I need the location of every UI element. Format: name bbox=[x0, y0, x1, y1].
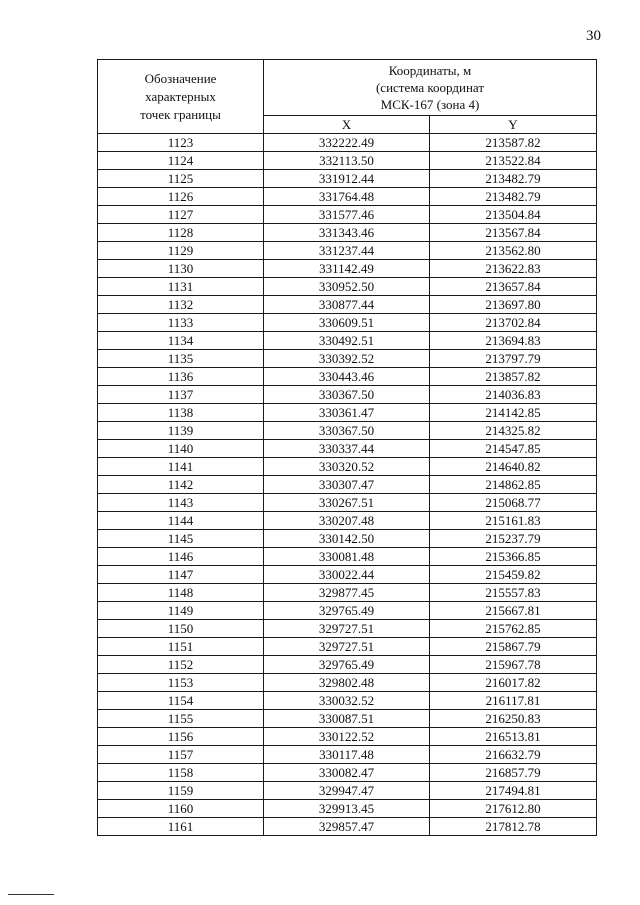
point-id-cell: 1136 bbox=[98, 368, 264, 386]
table-row bbox=[98, 224, 597, 242]
x-coordinate-cell: 330392.52 bbox=[264, 350, 430, 368]
y-coordinate-cell: 216632.79 bbox=[430, 746, 597, 764]
point-id-cell: 1131 bbox=[98, 278, 264, 296]
x-coordinate-cell: 329765.49 bbox=[264, 602, 430, 620]
y-coordinate-cell: 215557.83 bbox=[430, 584, 597, 602]
table-body bbox=[98, 134, 597, 836]
x-coordinate-cell: 330117.48 bbox=[264, 746, 430, 764]
point-id-cell: 1137 bbox=[98, 386, 264, 404]
table-row bbox=[98, 368, 597, 386]
x-coordinate-cell: 329877.45 bbox=[264, 584, 430, 602]
coords-header-line: МСК-167 (зона 4) bbox=[380, 97, 480, 112]
y-coordinate-cell: 217812.78 bbox=[430, 818, 597, 836]
point-id-cell: 1160 bbox=[98, 800, 264, 818]
y-column-header: Y bbox=[430, 116, 597, 134]
point-header-line: Обозначение bbox=[144, 70, 217, 86]
y-coordinate-cell: 214640.82 bbox=[430, 458, 597, 476]
table-row bbox=[98, 170, 597, 188]
table-row bbox=[98, 386, 597, 404]
y-coordinate-cell: 215366.85 bbox=[430, 548, 597, 566]
point-id-cell: 1151 bbox=[98, 638, 264, 656]
table-row bbox=[98, 584, 597, 602]
x-coordinate-cell: 330081.48 bbox=[264, 548, 430, 566]
table-row bbox=[98, 692, 597, 710]
x-coordinate-cell: 330952.50 bbox=[264, 278, 430, 296]
table-row bbox=[98, 332, 597, 350]
point-id-cell: 1126 bbox=[98, 188, 264, 206]
x-coordinate-cell: 331142.49 bbox=[264, 260, 430, 278]
y-coordinate-cell: 216513.81 bbox=[430, 728, 597, 746]
point-header-line: точек границы bbox=[140, 106, 221, 122]
point-id-cell: 1135 bbox=[98, 350, 264, 368]
y-coordinate-cell: 213694.83 bbox=[430, 332, 597, 350]
page-number: 30 bbox=[586, 28, 601, 44]
table-row bbox=[98, 476, 597, 494]
x-coordinate-cell: 330267.51 bbox=[264, 494, 430, 512]
table-header bbox=[98, 60, 597, 134]
x-coordinate-cell: 329947.47 bbox=[264, 782, 430, 800]
x-coordinate-cell: 330207.48 bbox=[264, 512, 430, 530]
y-coordinate-cell: 213797.79 bbox=[430, 350, 597, 368]
y-coordinate-cell: 213504.84 bbox=[430, 206, 597, 224]
point-id-cell: 1138 bbox=[98, 404, 264, 422]
table-row bbox=[98, 296, 597, 314]
y-coordinate-cell: 215867.79 bbox=[430, 638, 597, 656]
x-coordinate-cell: 330492.51 bbox=[264, 332, 430, 350]
x-coordinate-cell: 329857.47 bbox=[264, 818, 430, 836]
point-id-cell: 1144 bbox=[98, 512, 264, 530]
table-row bbox=[98, 440, 597, 458]
table-row bbox=[98, 530, 597, 548]
table-row bbox=[98, 422, 597, 440]
table-row bbox=[98, 458, 597, 476]
point-id-cell: 1132 bbox=[98, 296, 264, 314]
x-coordinate-cell: 330022.44 bbox=[264, 566, 430, 584]
coords-header-line: (система координат bbox=[375, 80, 485, 95]
point-id-cell: 1155 bbox=[98, 710, 264, 728]
table-row bbox=[98, 782, 597, 800]
point-id-cell: 1134 bbox=[98, 332, 264, 350]
x-coordinate-cell: 330320.52 bbox=[264, 458, 430, 476]
x-coordinate-cell: 329727.51 bbox=[264, 638, 430, 656]
point-id-cell: 1129 bbox=[98, 242, 264, 260]
y-coordinate-cell: 213697.80 bbox=[430, 296, 597, 314]
y-coordinate-cell: 213482.79 bbox=[430, 188, 597, 206]
y-coordinate-cell: 214547.85 bbox=[430, 440, 597, 458]
table-row bbox=[98, 278, 597, 296]
point-id-cell: 1150 bbox=[98, 620, 264, 638]
x-coordinate-cell: 329913.45 bbox=[264, 800, 430, 818]
x-coordinate-cell: 330367.50 bbox=[264, 386, 430, 404]
point-id-cell: 1152 bbox=[98, 656, 264, 674]
table-row bbox=[98, 134, 597, 152]
y-coordinate-cell: 213522.84 bbox=[430, 152, 597, 170]
table-row bbox=[98, 728, 597, 746]
table-row bbox=[98, 638, 597, 656]
coordinates-group-header bbox=[264, 60, 597, 116]
y-coordinate-cell: 215667.81 bbox=[430, 602, 597, 620]
coordinates-table bbox=[97, 59, 597, 836]
table-row bbox=[98, 242, 597, 260]
point-id-cell: 1143 bbox=[98, 494, 264, 512]
x-coordinate-cell: 330122.52 bbox=[264, 728, 430, 746]
point-id-cell: 1127 bbox=[98, 206, 264, 224]
point-id-cell: 1142 bbox=[98, 476, 264, 494]
point-id-cell: 1145 bbox=[98, 530, 264, 548]
table-row bbox=[98, 260, 597, 278]
table-row bbox=[98, 674, 597, 692]
point-id-cell: 1147 bbox=[98, 566, 264, 584]
point-id-cell: 1130 bbox=[98, 260, 264, 278]
table-row bbox=[98, 152, 597, 170]
point-id-cell: 1148 bbox=[98, 584, 264, 602]
x-coordinate-cell: 329765.49 bbox=[264, 656, 430, 674]
y-coordinate-cell: 214862.85 bbox=[430, 476, 597, 494]
y-coordinate-cell: 213622.83 bbox=[430, 260, 597, 278]
y-coordinate-cell: 217612.80 bbox=[430, 800, 597, 818]
x-coordinate-cell: 331764.48 bbox=[264, 188, 430, 206]
point-id-cell: 1128 bbox=[98, 224, 264, 242]
x-coordinate-cell: 332222.49 bbox=[264, 134, 430, 152]
y-coordinate-cell: 214036.83 bbox=[430, 386, 597, 404]
y-coordinate-cell: 215068.77 bbox=[430, 494, 597, 512]
table-row bbox=[98, 206, 597, 224]
y-coordinate-cell: 217494.81 bbox=[430, 782, 597, 800]
y-coordinate-cell: 213567.84 bbox=[430, 224, 597, 242]
table-row bbox=[98, 350, 597, 368]
y-coordinate-cell: 213657.84 bbox=[430, 278, 597, 296]
table-row bbox=[98, 566, 597, 584]
point-id-cell: 1125 bbox=[98, 170, 264, 188]
y-coordinate-cell: 213482.79 bbox=[430, 170, 597, 188]
point-id-cell: 1153 bbox=[98, 674, 264, 692]
point-id-cell: 1141 bbox=[98, 458, 264, 476]
table-row bbox=[98, 188, 597, 206]
table-row bbox=[98, 800, 597, 818]
table-row bbox=[98, 710, 597, 728]
x-coordinate-cell: 330082.47 bbox=[264, 764, 430, 782]
x-coordinate-cell: 329727.51 bbox=[264, 620, 430, 638]
point-id-cell: 1123 bbox=[98, 134, 264, 152]
x-coordinate-cell: 330307.47 bbox=[264, 476, 430, 494]
x-coordinate-cell: 330032.52 bbox=[264, 692, 430, 710]
x-coordinate-cell: 330367.50 bbox=[264, 422, 430, 440]
point-id-cell: 1154 bbox=[98, 692, 264, 710]
point-id-cell: 1159 bbox=[98, 782, 264, 800]
point-id-cell: 1158 bbox=[98, 764, 264, 782]
x-coordinate-cell: 331237.44 bbox=[264, 242, 430, 260]
x-coordinate-cell: 330609.51 bbox=[264, 314, 430, 332]
y-coordinate-cell: 215459.82 bbox=[430, 566, 597, 584]
table-row bbox=[98, 818, 597, 836]
point-id-cell: 1140 bbox=[98, 440, 264, 458]
x-coordinate-cell: 331577.46 bbox=[264, 206, 430, 224]
y-coordinate-cell: 213562.80 bbox=[430, 242, 597, 260]
table-row bbox=[98, 746, 597, 764]
point-id-cell: 1157 bbox=[98, 746, 264, 764]
y-coordinate-cell: 214325.82 bbox=[430, 422, 597, 440]
table-row bbox=[98, 548, 597, 566]
table-row bbox=[98, 512, 597, 530]
y-coordinate-cell: 213702.84 bbox=[430, 314, 597, 332]
footnote-separator bbox=[8, 894, 54, 895]
y-coordinate-cell: 215161.83 bbox=[430, 512, 597, 530]
point-header-line: характерных bbox=[145, 88, 216, 104]
table-row bbox=[98, 494, 597, 512]
y-coordinate-cell: 216017.82 bbox=[430, 674, 597, 692]
x-coordinate-cell: 330361.47 bbox=[264, 404, 430, 422]
y-coordinate-cell: 216857.79 bbox=[430, 764, 597, 782]
header-row-main bbox=[98, 60, 597, 116]
table-row bbox=[98, 314, 597, 332]
x-coordinate-cell: 331343.46 bbox=[264, 224, 430, 242]
y-coordinate-cell: 215762.85 bbox=[430, 620, 597, 638]
point-id-cell: 1156 bbox=[98, 728, 264, 746]
x-coordinate-cell: 329802.48 bbox=[264, 674, 430, 692]
x-coordinate-cell: 330142.50 bbox=[264, 530, 430, 548]
point-id-cell: 1161 bbox=[98, 818, 264, 836]
x-coordinate-cell: 332113.50 bbox=[264, 152, 430, 170]
y-coordinate-cell: 216117.81 bbox=[430, 692, 597, 710]
point-designation-header bbox=[98, 60, 264, 134]
y-coordinate-cell: 215967.78 bbox=[430, 656, 597, 674]
x-coordinate-cell: 331912.44 bbox=[264, 170, 430, 188]
y-coordinate-cell: 213857.82 bbox=[430, 368, 597, 386]
y-coordinate-cell: 213587.82 bbox=[430, 134, 597, 152]
point-id-cell: 1124 bbox=[98, 152, 264, 170]
y-coordinate-cell: 215237.79 bbox=[430, 530, 597, 548]
point-id-cell: 1146 bbox=[98, 548, 264, 566]
y-coordinate-cell: 216250.83 bbox=[430, 710, 597, 728]
point-id-cell: 1149 bbox=[98, 602, 264, 620]
x-column-header: X bbox=[264, 116, 430, 134]
x-coordinate-cell: 330443.46 bbox=[264, 368, 430, 386]
table-row bbox=[98, 404, 597, 422]
y-coordinate-cell: 214142.85 bbox=[430, 404, 597, 422]
x-coordinate-cell: 330337.44 bbox=[264, 440, 430, 458]
x-coordinate-cell: 330087.51 bbox=[264, 710, 430, 728]
table-row bbox=[98, 620, 597, 638]
table-row bbox=[98, 764, 597, 782]
point-id-cell: 1139 bbox=[98, 422, 264, 440]
point-id-cell: 1133 bbox=[98, 314, 264, 332]
coords-header-line: Координаты, м bbox=[388, 63, 472, 78]
table-row bbox=[98, 656, 597, 674]
table-row bbox=[98, 602, 597, 620]
x-coordinate-cell: 330877.44 bbox=[264, 296, 430, 314]
